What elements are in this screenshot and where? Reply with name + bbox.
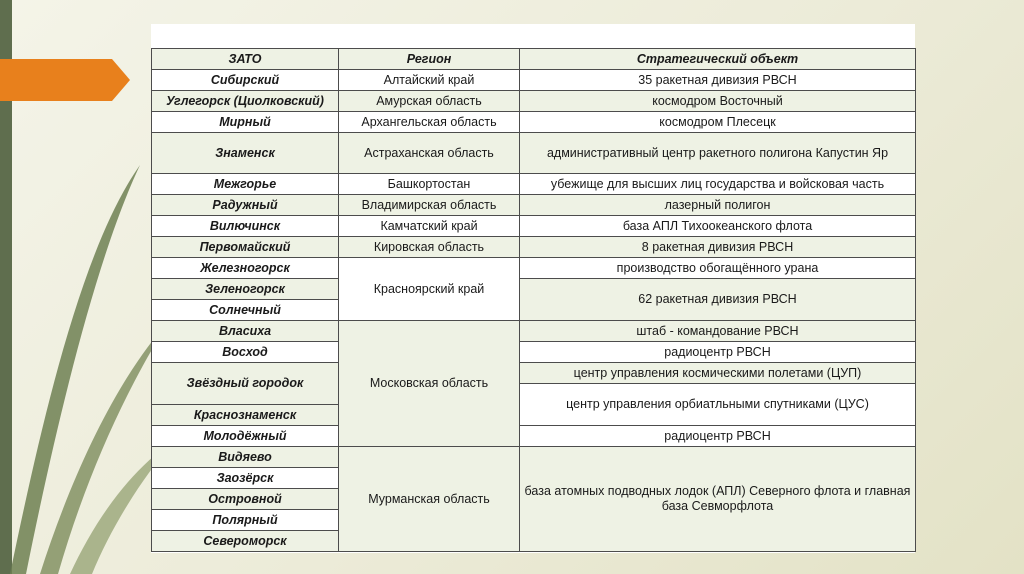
table-row: [152, 174, 916, 195]
table-row: [152, 91, 916, 112]
object-cell: производство обогащённого урана: [520, 258, 916, 279]
header-zato: ЗАТО: [152, 49, 339, 70]
header-region: Регион: [339, 49, 520, 70]
zato-cell: Вилючинск: [152, 216, 339, 237]
table-row: [152, 195, 916, 216]
table-row: [152, 279, 916, 300]
region-cell: Красноярский край: [339, 258, 520, 321]
region-cell: Башкортостан: [339, 174, 520, 195]
zato-table-panel: [151, 24, 915, 553]
zato-cell: Первомайский: [152, 237, 339, 258]
table-row: [152, 112, 916, 133]
zato-cell: Радужный: [152, 195, 339, 216]
region-cell: Московская область: [339, 321, 520, 447]
zato-cell: Восход: [152, 342, 339, 363]
region-cell: Астраханская область: [339, 133, 520, 174]
object-cell: 62 ракетная дивизия РВСН: [520, 279, 916, 321]
zato-cell: Заозёрск: [152, 468, 339, 489]
zato-cell: Звёздный городок: [152, 363, 339, 405]
object-cell: центр управления космическими полетами (ЦУП): [520, 363, 916, 384]
object-cell: центр управления орбиатльными спутниками (ЦУС): [520, 384, 916, 426]
region-cell: Камчатский край: [339, 216, 520, 237]
zato-cell: Мирный: [152, 112, 339, 133]
zato-cell: Власиха: [152, 321, 339, 342]
table-row: [152, 133, 916, 174]
object-cell: 35 ракетная дивизия РВСН: [520, 70, 916, 91]
header-object: Стратегический объект: [520, 49, 916, 70]
region-cell: Кировская область: [339, 237, 520, 258]
zato-cell: Видяево: [152, 447, 339, 468]
zato-cell: Североморск: [152, 531, 339, 552]
zato-cell: Островной: [152, 489, 339, 510]
zato-cell: Молодёжный: [152, 426, 339, 447]
region-cell: Архангельская область: [339, 112, 520, 133]
zato-cell: Железногорск: [152, 258, 339, 279]
object-cell: база АПЛ Тихоокеанского флота: [520, 216, 916, 237]
table-row: [152, 237, 916, 258]
object-cell: радиоцентр РВСН: [520, 342, 916, 363]
table-row: [152, 363, 916, 384]
table-row: [152, 426, 916, 447]
table-row: [152, 216, 916, 237]
table-header-row: [152, 49, 916, 70]
arrow-tab: [0, 59, 130, 101]
object-cell: космодром Плесецк: [520, 112, 916, 133]
table-row: [152, 258, 916, 279]
table-row: [152, 70, 916, 91]
region-cell: Амурская область: [339, 91, 520, 112]
object-cell: убежище для высших лиц государства и войсковая часть: [520, 174, 916, 195]
zato-table: [151, 48, 916, 552]
zato-cell: Межгорье: [152, 174, 339, 195]
zato-cell: Знаменск: [152, 133, 339, 174]
object-cell: штаб - командование РВСН: [520, 321, 916, 342]
region-cell: Владимирская область: [339, 195, 520, 216]
object-cell: лазерный полигон: [520, 195, 916, 216]
object-cell: космодром Восточный: [520, 91, 916, 112]
object-cell: база атомных подводных лодок (АПЛ) Северного флота и главная база Севморфлота: [520, 447, 916, 552]
table-row: [152, 447, 916, 468]
zato-cell: Зеленогорск: [152, 279, 339, 300]
region-cell: Алтайский край: [339, 70, 520, 91]
table-row: [152, 321, 916, 342]
zato-cell: Сибирский: [152, 70, 339, 91]
region-cell: Мурманская область: [339, 447, 520, 552]
zato-cell: Солнечный: [152, 300, 339, 321]
zato-cell: Краснознаменск: [152, 405, 339, 426]
zato-cell: Полярный: [152, 510, 339, 531]
table-row: [152, 342, 916, 363]
object-cell: 8 ракетная дивизия РВСН: [520, 237, 916, 258]
object-cell: административный центр ракетного полигона Капустин Яр: [520, 133, 916, 174]
object-cell: радиоцентр РВСН: [520, 426, 916, 447]
zato-cell: Углегорск (Циолковский): [152, 91, 339, 112]
